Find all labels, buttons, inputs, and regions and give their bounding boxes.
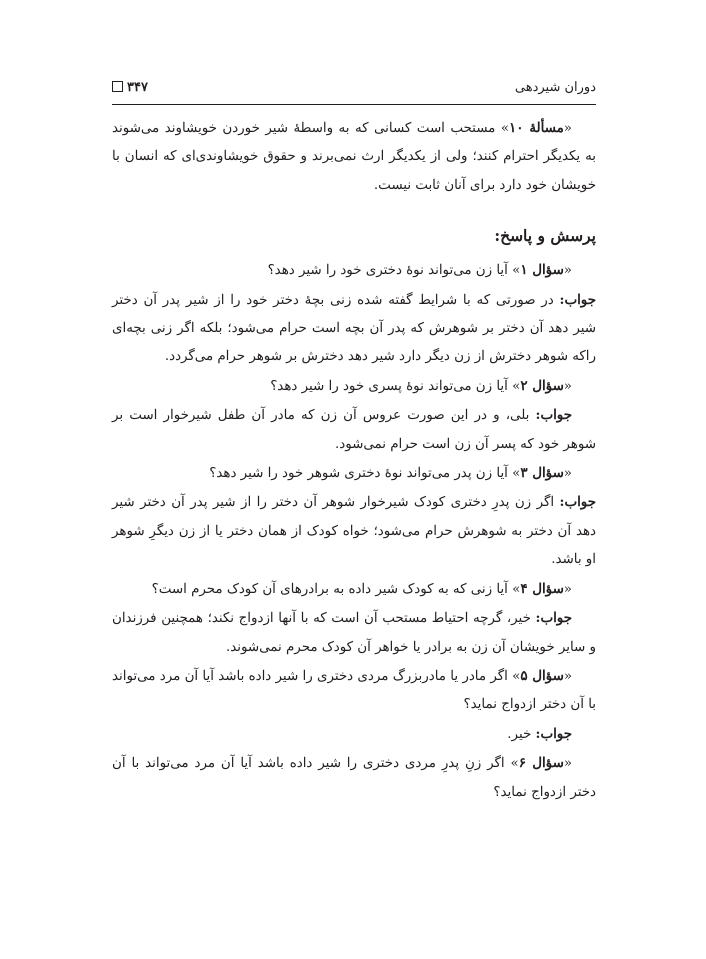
page-number-block <box>112 80 148 95</box>
question-2: «سؤال ۲» آیا زن می‌تواند نوۀ پسری خود را شیر دهد؟ <box>270 377 572 394</box>
question-text: آیا زن می‌تواند نوۀ پسری خود را شیر دهد؟ <box>270 378 508 394</box>
question-label: سؤال ۴ <box>520 580 564 597</box>
answer-label: جواب: <box>559 494 596 511</box>
question-label: سؤال ۲ <box>520 377 564 394</box>
question-text: آیا زن پدر می‌تواند نوۀ دختری شوهر خود را شیر دهد؟ <box>209 466 508 482</box>
question-1: «سؤال ۱» آیا زن می‌تواند نوۀ دختری خود را شیر دهد؟ <box>267 262 572 279</box>
masala-paragraph: «مسألۀ ۱۰» مستحب است کسانی که به واسطۀ شیر خوردن خویشاوند می‌شوند به یکدیگر احترام کنند؛ ولی از یکدیگر ارث نمی‌برند و حقوق خویشاوندی‌ای که انسان با خویشان خود دارد برای آنان ثابت نیست. <box>112 120 596 193</box>
answer-text: در صورتی که با شرایط گفته شده زنی بچۀ دختر خود را از شیر پدر آن دختر شیر دهد آن دختر بر شوهرش که پدر آن بچه است حرام می‌شود؛ بلکه اگر زنی بچه‌ای راکه شوهر دخترش از زن دیگر دارد شیر دهد دخترش بر شوهر حرام می‌گردد. <box>112 292 596 365</box>
page-number: ۳۴۷ <box>127 80 148 95</box>
answer-5 <box>112 720 596 749</box>
masala-label: مسألۀ ۱۰ <box>509 120 564 136</box>
question-text: اگر زنِ پدرِ مردی دختری را شیر داده باشد آیا آن مرد می‌تواند با آن دختر ازدواج نماید؟ <box>112 756 596 800</box>
answer-label: جواب: <box>535 725 572 742</box>
square-icon <box>112 81 123 92</box>
question-4: «سؤال ۴» آیا زنی که به کودک شیر داده به برادرهای آن کودک محرم است؟ <box>151 580 572 597</box>
question-6: «سؤال ۶» اگر زنِ پدرِ مردی دختری را شیر داده باشد آیا آن مرد می‌تواند با آن دختر ازدواج نماید؟ <box>112 755 596 800</box>
question-3: «سؤال ۳» آیا زن پدر می‌تواند نوۀ دختری شوهر خود را شیر دهد؟ <box>209 465 572 482</box>
answer-1 <box>112 286 596 372</box>
running-header <box>112 78 596 102</box>
answer-text: اگر زن پدرِ دختری کودک شیرخوار شوهر آن دختر را از شیر پدر آن دختر شیر دهد آن دختر به شوهرش حرام می‌شود؛ خواه کودک از همان دختر یا از زن دیگرِ شوهر او باشد. <box>112 495 596 568</box>
page-body <box>112 114 596 807</box>
masala-text: مستحب است کسانی که به واسطۀ شیر خوردن خویشاوند می‌شوند به یکدیگر احترام کنند؛ ولی از یکدیگر ارث نمی‌برند و حقوق خویشاوندی‌ای که انسان با خویشان خود دارد برای آنان ثابت نیست. <box>112 121 596 193</box>
question-label: سؤال ۵ <box>520 667 564 684</box>
answer-text: بلی، و در این صورت عروس آن زن که مادر آن طفل شیرخوار است بر شوهر خود که پسر آن زن است حرام نمی‌شود. <box>112 408 596 452</box>
answer-text: خیر، گرچه احتیاط مستحب آن است که با آنها ازدواج نکند؛ همچنین فرزندان و سایر خویشان آن زن به برادر یا خواهر آن کودک محرم نمی‌شوند. <box>112 611 596 655</box>
question-text: اگر مادر یا مادربزرگ مردی دختری را شیر داده باشد آیا آن مرد می‌تواند با آن دختر ازدواج نماید؟ <box>112 668 596 713</box>
answer-label: جواب: <box>535 610 572 627</box>
question-label: سؤال ۱ <box>520 262 564 279</box>
answer-4 <box>112 604 596 662</box>
answer-2 <box>112 401 596 459</box>
answer-label: جواب: <box>535 407 572 424</box>
answer-text: خیر. <box>507 726 532 742</box>
answer-label: جواب: <box>559 291 596 308</box>
question-text: آیا زنی که به کودک شیر داده به برادرهای آن کودک محرم است؟ <box>151 581 508 597</box>
section-heading: پرسش و پاسخ: <box>494 226 596 246</box>
header-rule <box>112 104 596 105</box>
answer-3 <box>112 488 596 574</box>
question-text: آیا زن می‌تواند نوۀ دختری خود را شیر دهد؟ <box>267 263 508 279</box>
question-label: سؤال ۳ <box>520 465 564 482</box>
question-5: «سؤال ۵» اگر مادر یا مادربزرگ مردی دختری را شیر داده باشد آیا آن مرد می‌تواند با آن دختر ازدواج نماید؟ <box>112 667 596 713</box>
question-label: سؤال ۶ <box>518 755 564 772</box>
chapter-title: دوران شیردهی <box>514 80 596 95</box>
